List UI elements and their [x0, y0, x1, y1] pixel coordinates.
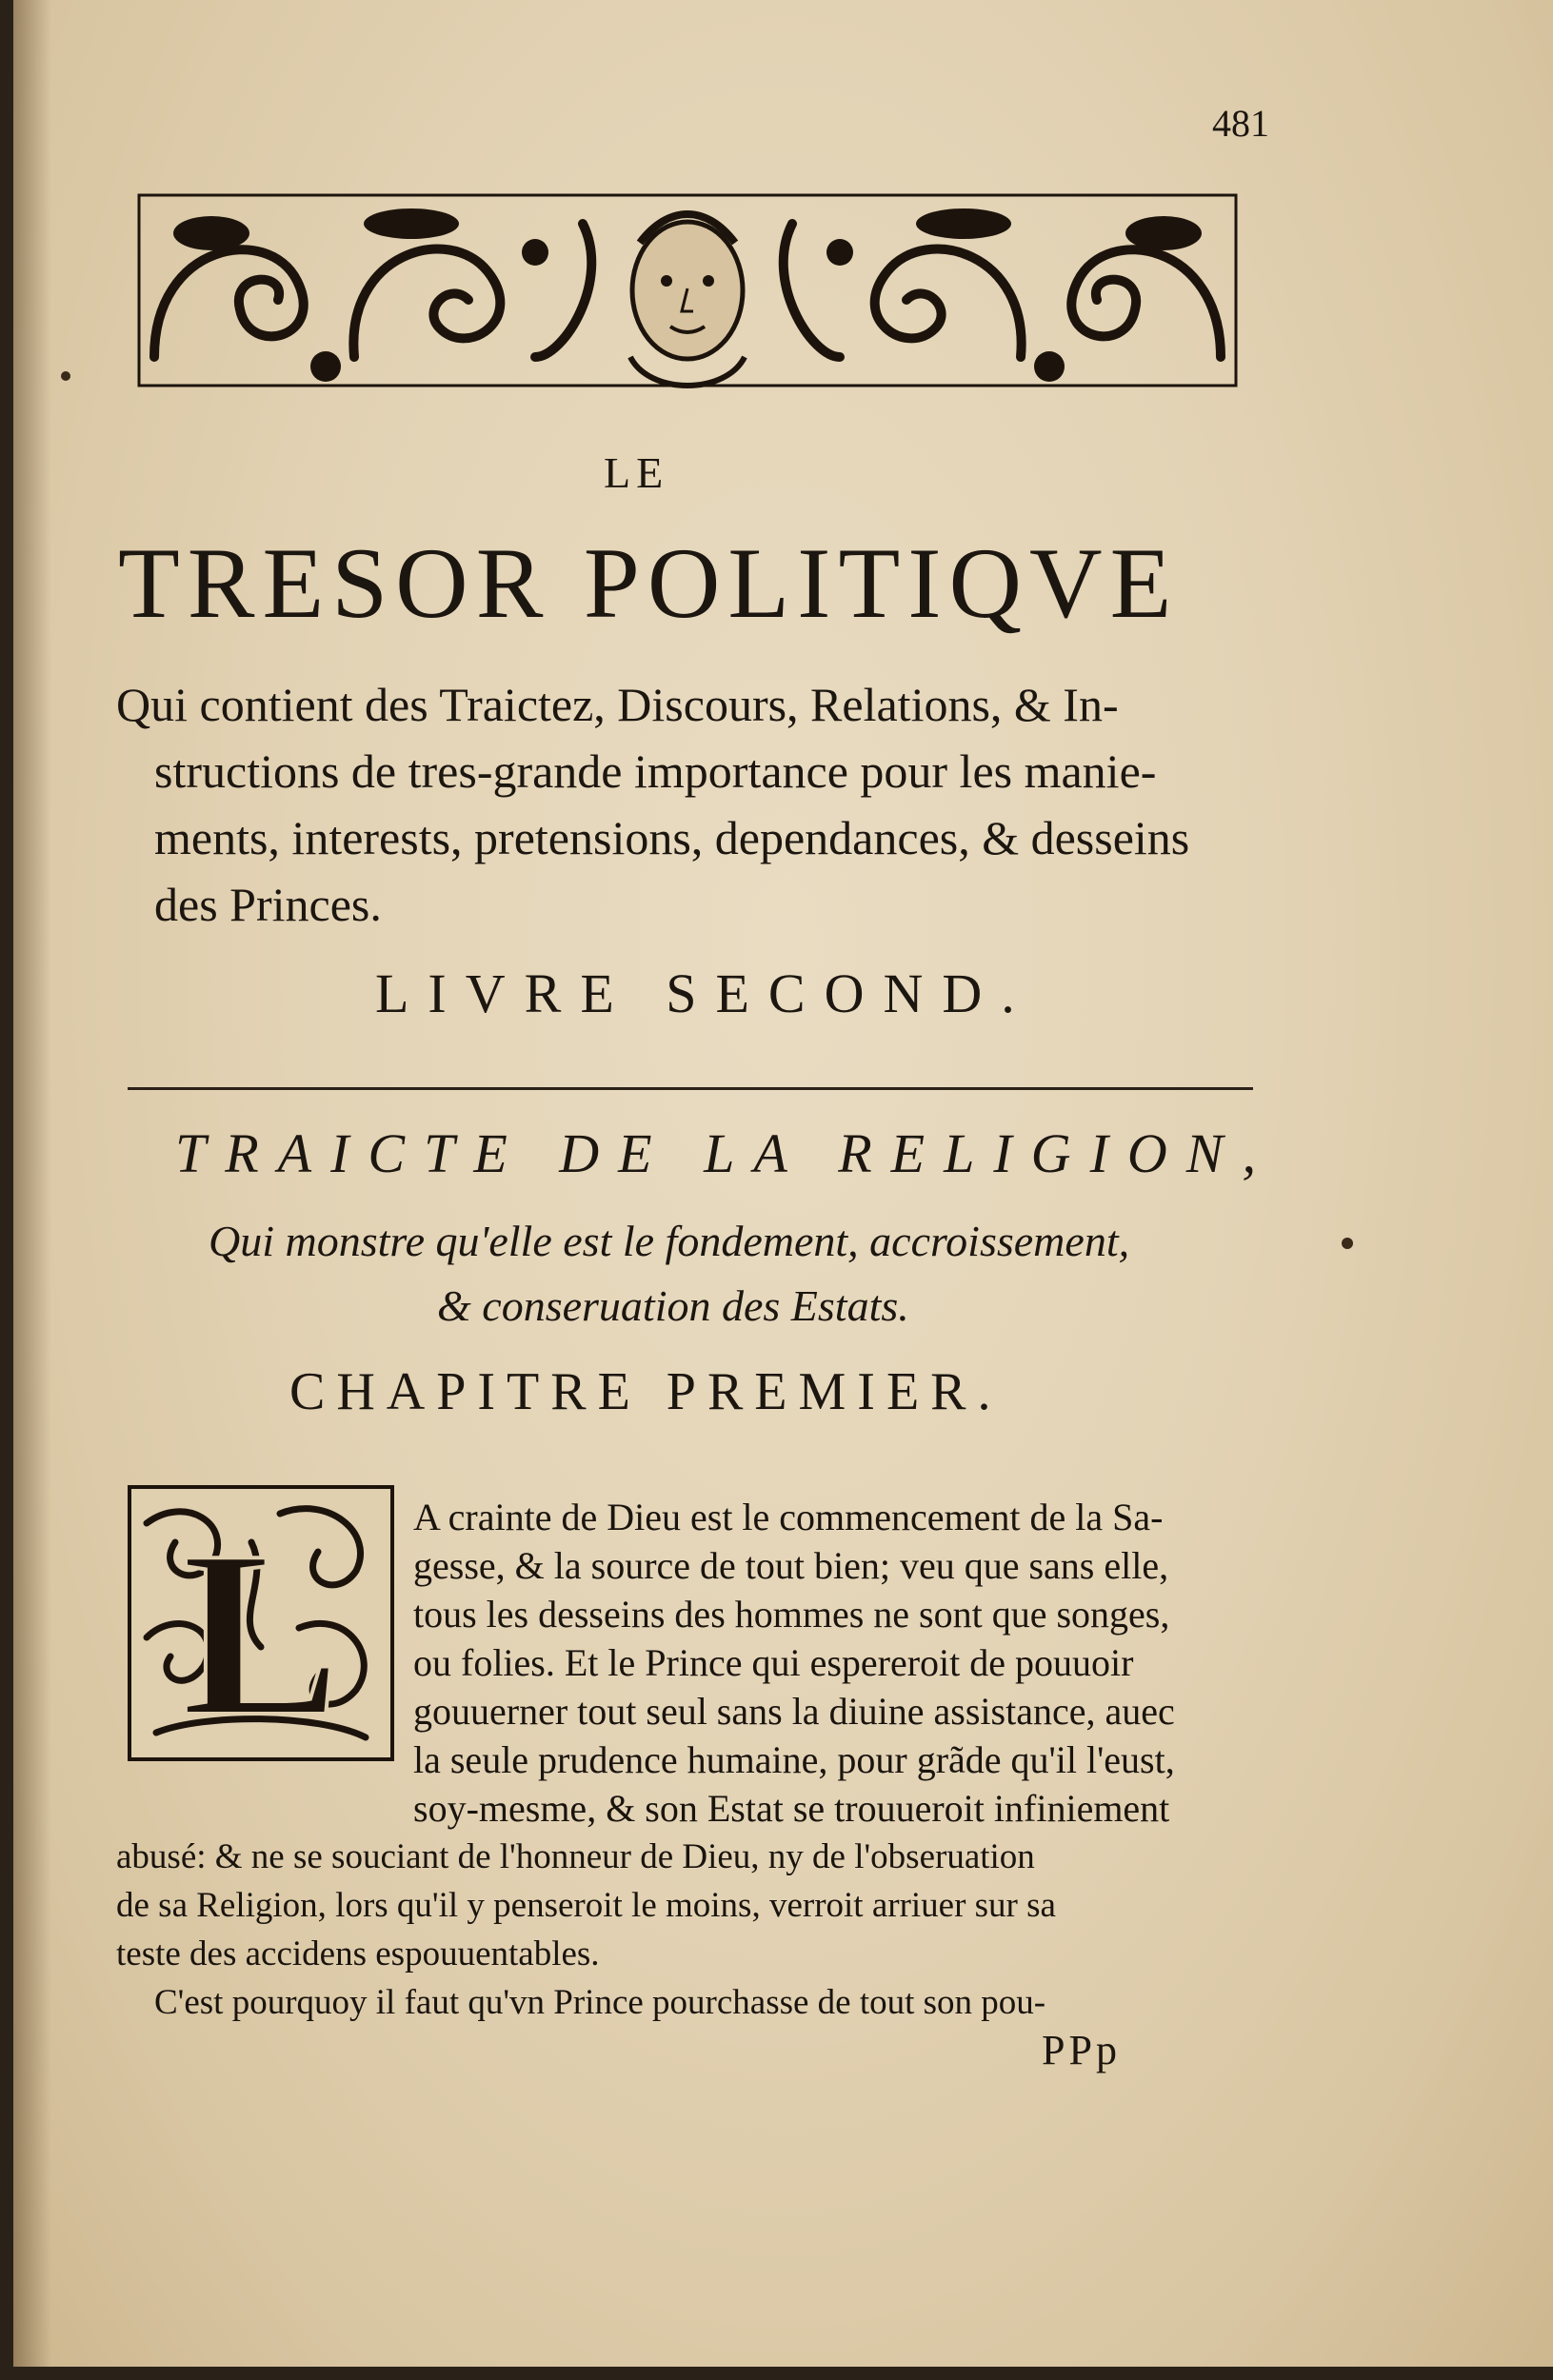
- subtitle-line: Qui monstre qu'elle est le fondement, accroissement,: [209, 1217, 1130, 1265]
- description-line: ments, interests, pretensions, dependances, & desseins: [154, 811, 1190, 864]
- section-rule: [128, 1087, 1253, 1090]
- page-number: 481: [1212, 102, 1269, 145]
- body-line: C'est pourquoy il faut qu'vn Prince pourchasse de tout son pou-: [154, 1983, 1046, 2022]
- body-line: la seule prudence humaine, pour grãde qu'il l'eust,: [413, 1738, 1175, 1781]
- body-line: A crainte de Dieu est le commencement de la Sa-: [413, 1496, 1164, 1538]
- decorated-initial: [128, 1485, 394, 1761]
- page-gutter-shadow: [13, 0, 51, 2367]
- heading-le: LE: [604, 448, 669, 497]
- ornamental-headpiece: [135, 167, 1240, 414]
- body-line: gouuerner tout seul sans la diuine assistance, auec: [413, 1690, 1175, 1733]
- book-heading: LIVRE SECOND.: [375, 962, 1034, 1024]
- ink-speck: [1342, 1238, 1353, 1249]
- body-line: de sa Religion, lors qu'il y penseroit le moins, verroit arriuer sur sa: [116, 1886, 1056, 1925]
- body-line: abusé: & ne se souciant de l'honneur de Dieu, ny de l'obseruation: [116, 1837, 1035, 1876]
- drop-cap-letter: L: [181, 1502, 341, 1761]
- book-title: TRESOR POLITIQVE: [118, 527, 1180, 639]
- body-line: soy-mesme, & son Estat se trouueroit infiniement: [413, 1787, 1170, 1830]
- chapter-heading: CHAPITRE PREMIER.: [289, 1362, 1003, 1421]
- title-description: [116, 671, 1287, 938]
- ink-speck: [61, 371, 70, 381]
- body-line: ou folies. Et le Prince qui espereroit de pouuoir: [413, 1641, 1134, 1684]
- description-line: structions de tres-grande importance pour les manie-: [154, 744, 1157, 798]
- treatise-title: TRAICTE DE LA RELIGION,: [175, 1122, 1275, 1184]
- description-line: Qui contient des Traictez, Discours, Relations, & In-: [116, 678, 1119, 731]
- treatise-subtitle: [209, 1209, 1275, 1339]
- signature-mark: PPp: [1042, 2027, 1121, 2073]
- description-line: des Princes.: [154, 878, 382, 931]
- book-page: [13, 0, 1553, 2367]
- body-line: gesse, & la source de tout bien; veu que sans elle,: [413, 1544, 1169, 1587]
- body-line: teste des accidens espouuentables.: [116, 1934, 600, 1973]
- subtitle-line: & conseruation des Estats.: [437, 1281, 909, 1330]
- body-line: tous les desseins des hommes ne sont que songes,: [413, 1593, 1170, 1636]
